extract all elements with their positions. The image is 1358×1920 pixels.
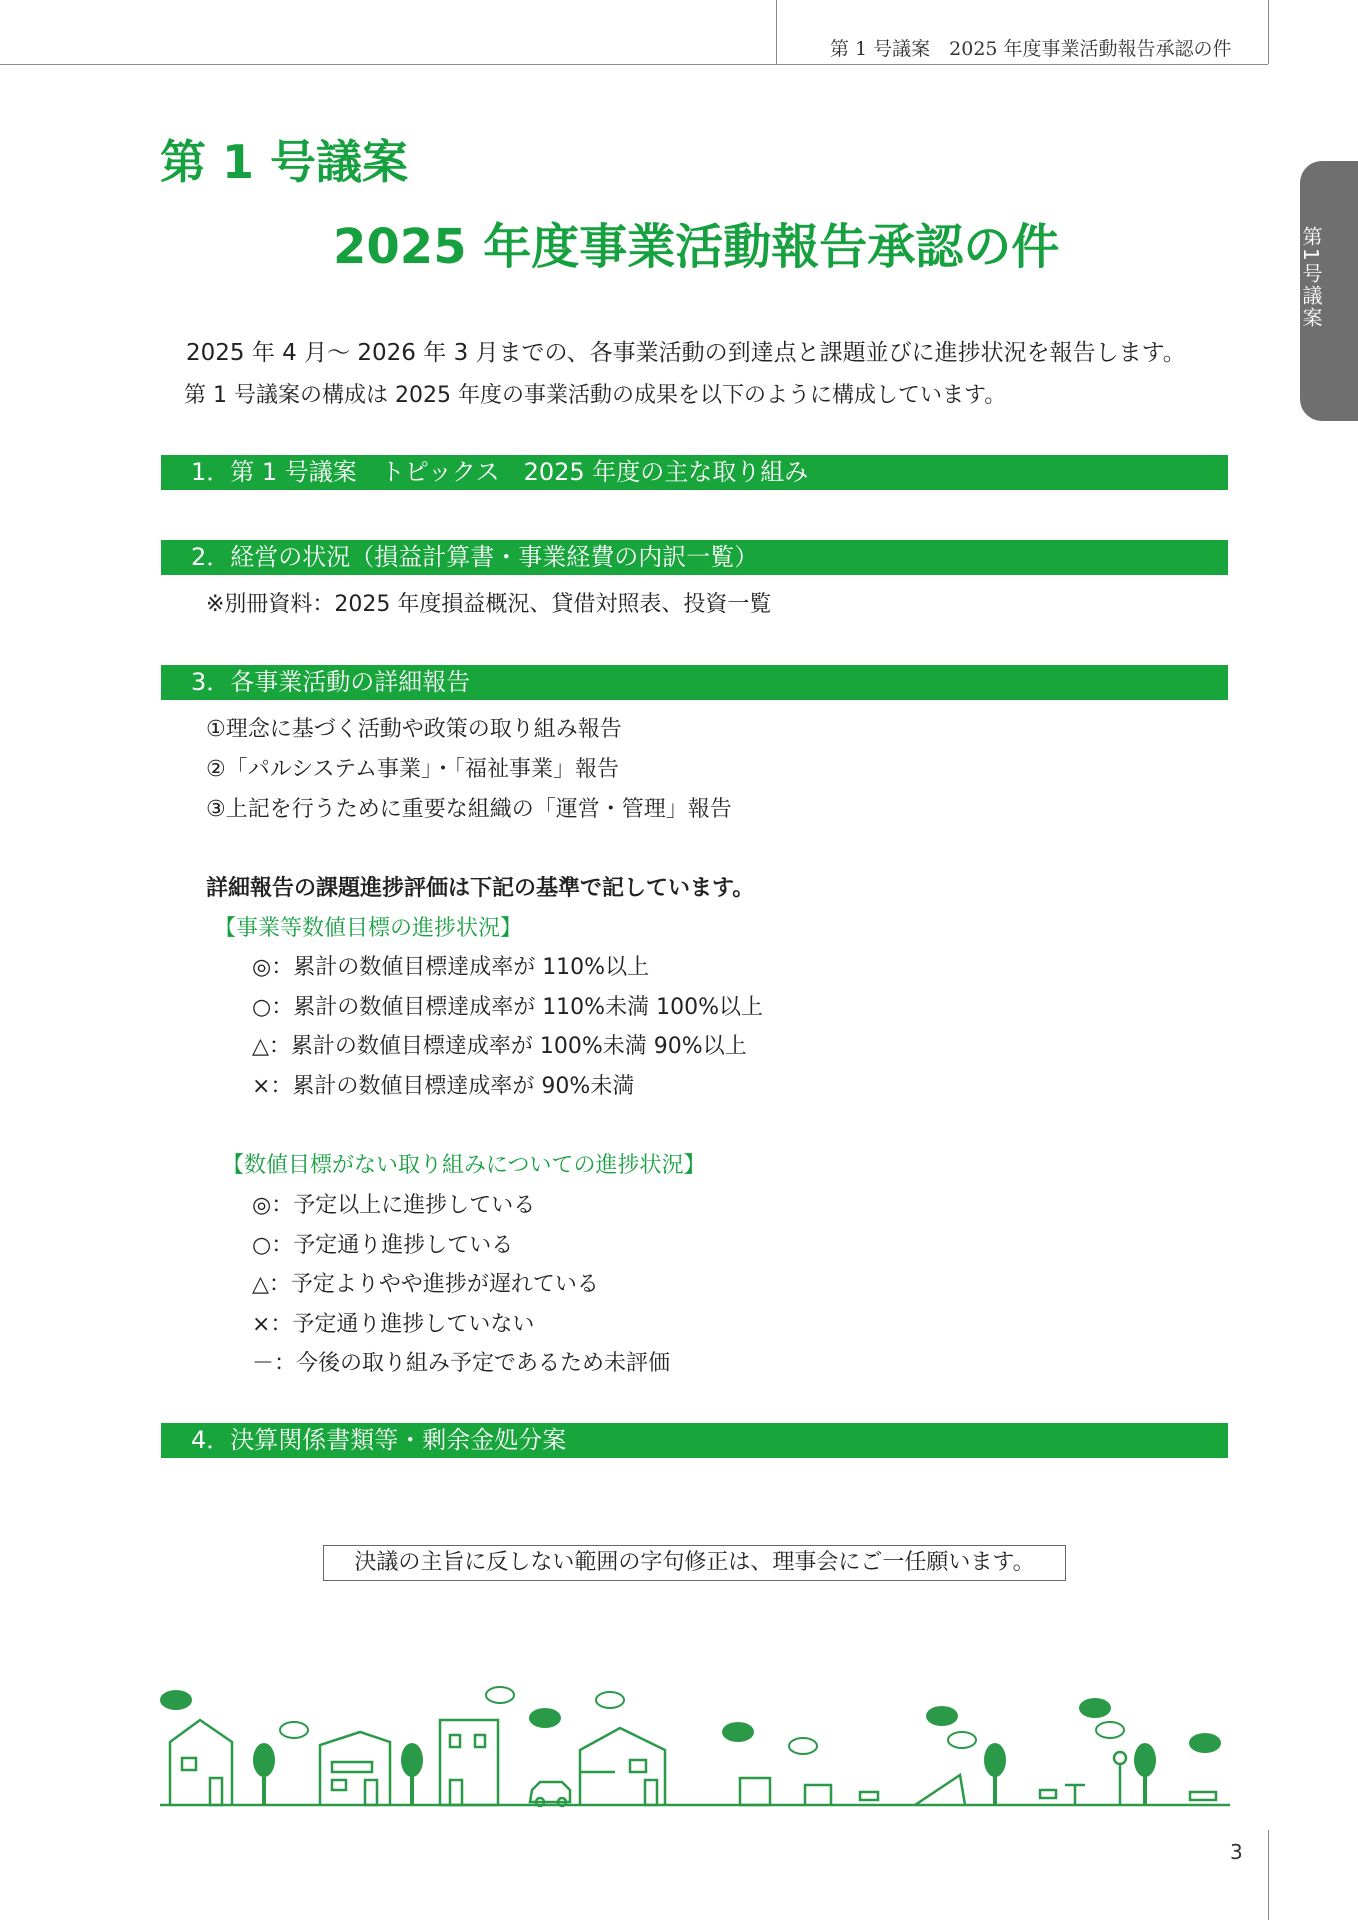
town-illustration: [160, 1680, 1230, 1820]
apartment-icon: [320, 1732, 390, 1805]
numeric-criterion: ◎：累計の数値目標達成率が 110%以上: [252, 955, 650, 980]
non-numeric-criteria-heading: 【数値目標がない取り組みについての進捗状況】: [222, 1153, 706, 1178]
non-numeric-criterion: ◎：予定以上に進捗している: [252, 1193, 536, 1218]
section-2-note: ※別冊資料：2025 年度損益概況、貸借対照表、投資一覧: [206, 592, 772, 617]
cloud-outline-icon: [486, 1687, 514, 1703]
running-header-title: 第 1 号議案 2025 年度事業活動報告承認の件: [830, 38, 1232, 60]
intro-line-1: 2025 年 4 月〜 2026 年 3 月までの、各事業活動の到達点と課題並びに進捗状況を報告します。: [186, 340, 1186, 366]
cloud-icon: [160, 1690, 192, 1710]
section-2-bar: 2．経営の状況（損益計算書・事業経費の内訳一覧）: [161, 540, 1228, 575]
tree-icon: [401, 1743, 423, 1777]
non-numeric-criterion: －：今後の取り組み予定であるため未評価: [252, 1351, 671, 1376]
cloud-icon: [926, 1706, 958, 1726]
section-4-bar: 4．決算関係書類等・剰余金処分案: [161, 1423, 1228, 1458]
page-title: 第 1 号議案: [160, 135, 409, 189]
cloud-outline-icon: [948, 1732, 976, 1748]
large-house-icon: [580, 1728, 665, 1805]
non-numeric-criterion: ×：予定通り進捗していない: [252, 1312, 535, 1337]
gym-icon: [740, 1778, 770, 1805]
cloud-outline-icon: [1096, 1722, 1124, 1738]
page-subtitle: 2025 年度事業活動報告承認の件: [333, 219, 1060, 275]
header-divider-left: [776, 0, 777, 64]
clock-icon: [1114, 1752, 1126, 1764]
non-numeric-criterion: △：予定よりやや進捗が遅れている: [252, 1272, 599, 1297]
cloud-icon: [1189, 1733, 1221, 1753]
numeric-criterion: ○：累計の数値目標達成率が 110%未満 100%以上: [252, 995, 763, 1020]
building-icon: [440, 1720, 498, 1805]
cloud-outline-icon: [596, 1692, 624, 1708]
numeric-criteria-heading: 【事業等数値目標の進捗状況】: [214, 916, 523, 941]
fountain-icon: [1065, 1785, 1085, 1805]
tree-icon: [253, 1743, 275, 1777]
swing-icon: [805, 1785, 831, 1805]
footer-divider: [1268, 1830, 1269, 1920]
tree-icon: [984, 1743, 1006, 1777]
section-3-item: ①理念に基づく活動や政策の取り組み報告: [206, 717, 622, 742]
non-numeric-criterion: ○：予定通り進捗している: [252, 1233, 514, 1258]
section-3-item: ②「パルシステム事業」・「福祉事業」報告: [206, 757, 619, 782]
header-divider-right: [1268, 0, 1269, 64]
resolution-notice: 決議の主旨に反しない範囲の字句修正は、理事会にご一任願います。: [323, 1545, 1066, 1581]
numeric-criterion: △：累計の数値目標達成率が 100%未満 90%以上: [252, 1034, 747, 1059]
cloud-icon: [722, 1722, 754, 1742]
side-tab-label: 第1号議案: [1299, 226, 1323, 329]
intro-line-2: 第 1 号議案の構成は 2025 年度の事業活動の成果を以下のように構成しています。: [184, 383, 1007, 408]
bench-icon: [1190, 1792, 1216, 1800]
cloud-outline-icon: [280, 1722, 308, 1738]
bench-icon: [860, 1792, 878, 1800]
section-3-bar: 3．各事業活動の詳細報告: [161, 665, 1228, 700]
bench-icon: [1040, 1790, 1056, 1798]
cloud-icon: [529, 1708, 561, 1728]
numeric-criterion: ×：累計の数値目標達成率が 90%未満: [252, 1074, 635, 1099]
cloud-icon: [1079, 1698, 1111, 1718]
page-number: 3: [1230, 1840, 1243, 1864]
header-rule: [0, 64, 1268, 65]
section-3-item: ③上記を行うために重要な組織の「運営・管理」報告: [206, 797, 732, 822]
slide-icon: [915, 1775, 965, 1805]
evaluation-intro: 詳細報告の課題進捗評価は下記の基準で記しています。: [206, 876, 755, 901]
section-1-bar: 1．第 1 号議案 トピックス 2025 年度の主な取り組み: [161, 455, 1228, 490]
tree-icon: [1134, 1743, 1156, 1777]
cloud-outline-icon: [789, 1738, 817, 1754]
